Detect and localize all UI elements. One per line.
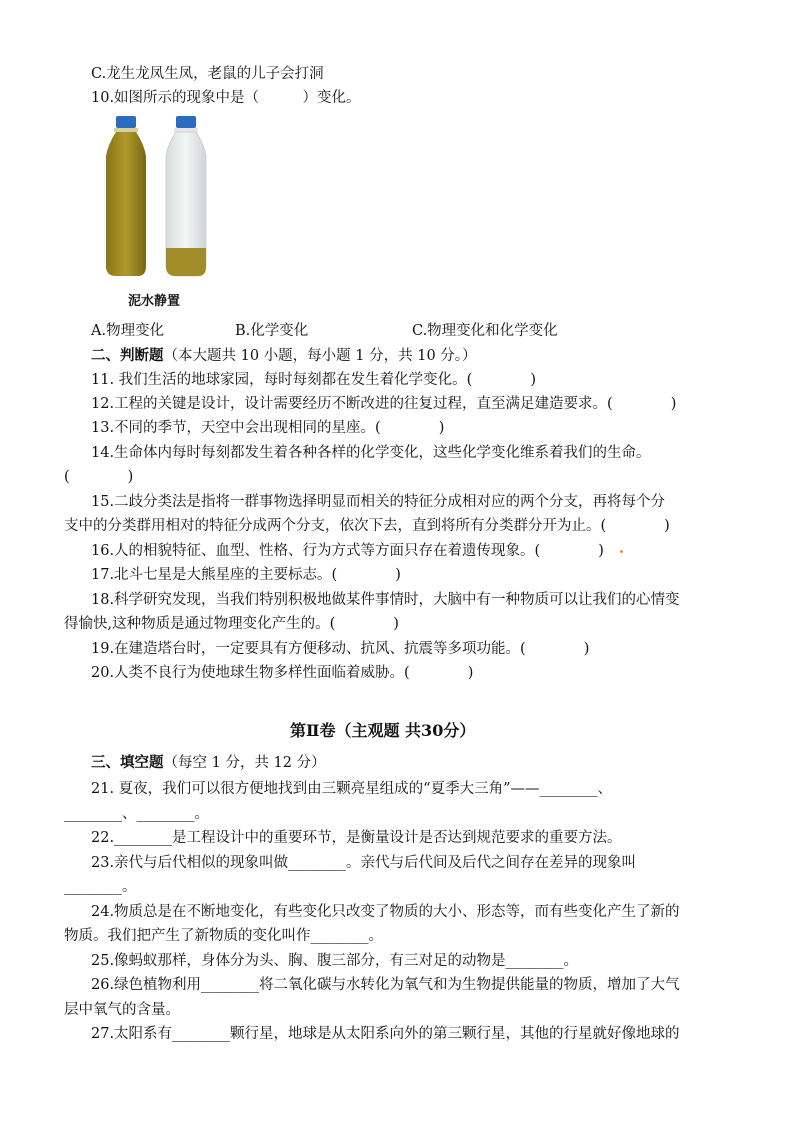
muddy-water-bottles-image <box>100 116 212 280</box>
section2-heading <box>91 346 477 366</box>
q10-option-c: C.物理变化和化学变化 <box>412 323 558 339</box>
judgment-item-19: 19.在建造塔台时，一定要具有方便移动、抗风、抗震等多项功能。( ) <box>91 641 590 657</box>
fill-item-27: 27.太阳系有________颗行星，地球是从太阳系向外的第三颗行星，其他的行星就好像地球的 <box>91 1026 680 1042</box>
fill-item-22: 22.________是工程设计中的重要环节，是衡量设计是否达到规范要求的重要方法。 <box>91 830 622 846</box>
q10-option-b: B.化学变化 <box>235 323 309 339</box>
judgment-item-11: 11. 我们生活的地球家园，每时每刻都在发生着化学变化。( ) <box>91 372 536 388</box>
fill-item-24-cont: 物质。我们把产生了新物质的变化叫作________。 <box>64 928 383 944</box>
fill-item-23: 23.亲代与后代相似的现象叫做________。亲代与后代间及后代之间存在差异的现象叫 <box>91 855 637 871</box>
q10-option-a: A.物理变化 <box>91 323 165 339</box>
judgment-item-18: 18.科学研究发现，当我们特别积极地做某件事情时，大脑中有一种物质可以让我们的心情变 <box>91 592 680 608</box>
fill-item-21-cont: ________、________。 <box>64 806 209 822</box>
judgment-item-18-cont: 得愉快,这种物质是通过物理变化产生的。( ) <box>64 616 399 632</box>
section3-header: 三、填空题 <box>91 754 164 771</box>
q10-stem: 10.如图所示的现象中是（ ）变化。 <box>91 90 361 106</box>
part2-title: 第Ⅱ卷（主观题 共30分） <box>290 721 476 740</box>
fill-item-23-cont: ________。 <box>64 879 137 895</box>
q9-option-c: C.龙生龙凤生凤，老鼠的儿子会打洞 <box>91 66 324 82</box>
fill-item-24: 24.物质总是在不断地变化，有些变化只改变了物质的大小、形态等，而有些变化产生了新的 <box>91 904 680 920</box>
section3-note: （每空 1 分，共 12 分） <box>163 755 326 771</box>
figure-caption: 泥水静置 <box>128 294 181 309</box>
judgment-item-15-cont: 支中的分类群用相对的特征分成两个分支，依次下去，直到将所有分类群分开为止。( ) <box>64 518 670 534</box>
judgment-item-20: 20.人类不良行为使地球生物多样性面临着威胁。( ) <box>91 665 474 681</box>
judgment-item-16: 16.人的相貌特征、血型、性格、行为方式等方面只存在着遗传现象。( ) <box>91 543 604 559</box>
fill-item-21: 21. 夏夜，我们可以很方便地找到由三颗亮星组成的“夏季大三角”——________、 <box>91 781 612 797</box>
fill-item-26: 26.绿色植物利用________将二氧化碳与水转化为氧气和为生物提供能量的物质，增加了大气 <box>91 977 680 993</box>
judgment-item-14-blank: ( ) <box>64 469 134 485</box>
judgment-item-13: 13.不同的季节，天空中会出现相同的星座。( ) <box>91 420 445 436</box>
judgment-item-15: 15.二歧分类法是指将一群事物选择明显而相关的特征分成相对应的两个分支，再将每个分 <box>91 494 666 510</box>
section2-header: 二、判断题 <box>91 347 164 364</box>
section3-heading <box>91 753 326 773</box>
section2-note: （本大题共 10 小题，每小题 1 分，共 10 分。） <box>163 348 477 364</box>
stray-mark <box>620 550 623 553</box>
judgment-item-17: 17.北斗七星是大熊星座的主要标志。( ) <box>91 567 401 583</box>
judgment-item-12: 12.工程的关键是设计，设计需要经历不断改进的往复过程，直至满足建造要求。( ) <box>91 396 677 412</box>
fill-item-26-cont: 层中氧气的含量。 <box>64 1002 180 1018</box>
judgment-item-14: 14.生命体内每时每刻都发生着各种各样的化学变化，这些化学变化维系着我们的生命。 <box>91 445 651 461</box>
fill-item-25: 25.像蚂蚁那样，身体分为头、胸、腹三部分，有三对足的动物是________。 <box>91 953 579 969</box>
